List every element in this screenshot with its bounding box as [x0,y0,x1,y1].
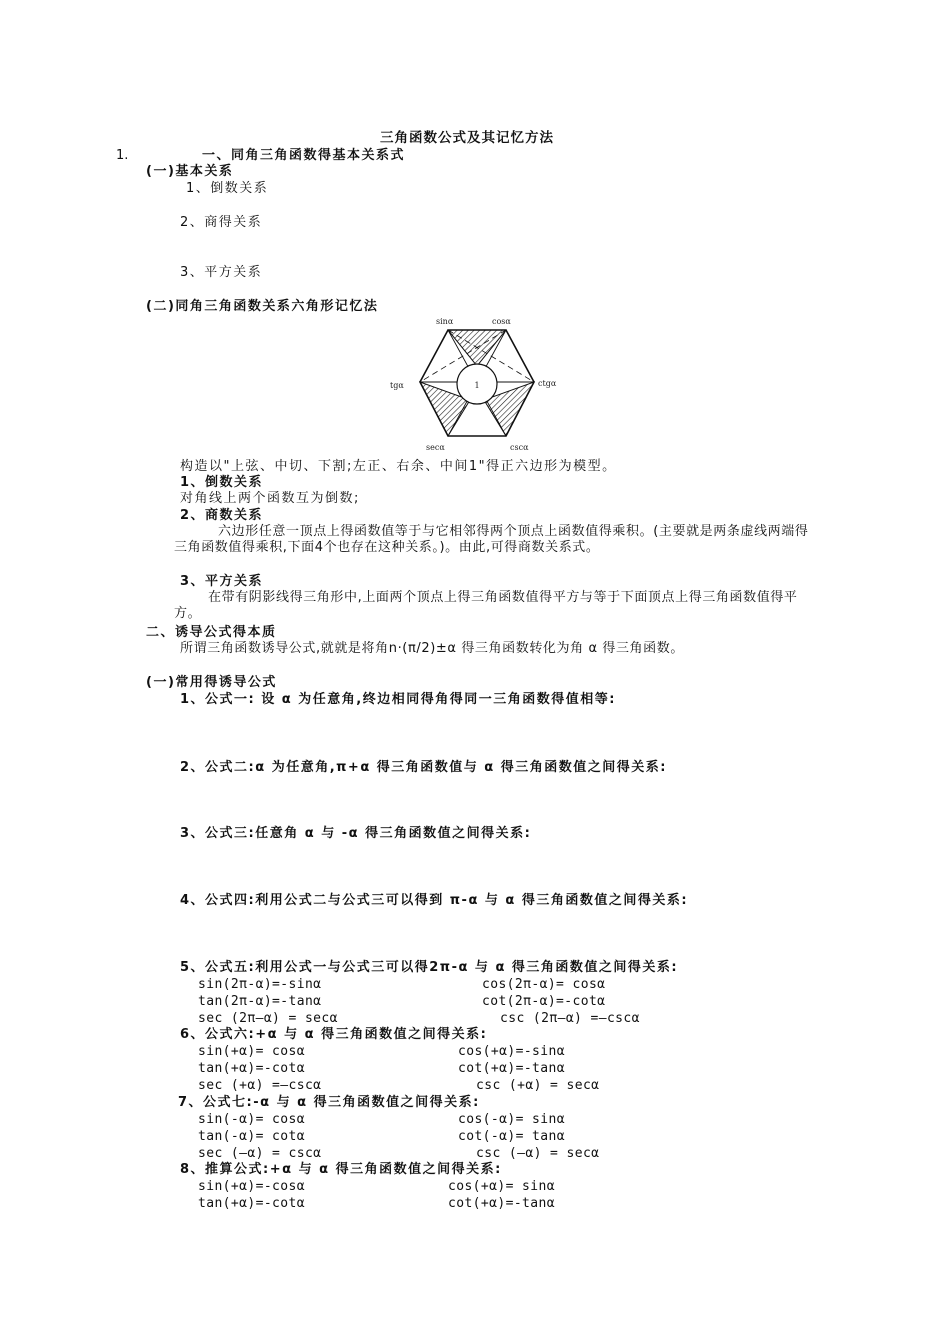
formula8-row2-left: tan(+α)=-cotα [198,1196,305,1211]
formula6-row3-left: sec (+α) =—cscα [198,1078,322,1093]
formula1-heading: 1、公式一: 设 α 为任意角,终边相同得角得同一三角函数得值相等: [180,692,616,707]
center-label: 1 [474,381,480,390]
formula6-row2-right: cot(+α)=-tanα [458,1061,565,1076]
item-reciprocal: 1、倒数关系 [186,181,269,196]
formula8-row2-right: cot(+α)=-tanα [448,1196,555,1211]
label-tg: tgα [390,381,404,390]
formula7-row2-right: cot(-α)= tanα [458,1129,565,1144]
rule2-text: 六边形任意一顶点上得函数值等于与它相邻得两个顶点上函数值得乘积。(主要就是两条虚线两端得三角函数值得乘积,下面4个也存在这种关系。)。由此,可得商数关系式。 [174,524,809,555]
formula5-row3-left: sec (2π—α) = secα [198,1011,338,1026]
item-quotient: 2、商得关系 [180,215,263,230]
rule1-title: 1、倒数关系 [180,475,264,490]
formula7-row1-left: sin(-α)= cosα [198,1112,305,1127]
formula5-row2-left: tan(2π-α)=-tanα [198,994,322,1009]
formula2-heading: 2、公式二:α 为任意角,π+α 得三角函数值与 α 得三角函数值之间得关系: [180,760,667,775]
rule3-text: 在带有阴影线得三角形中,上面两个顶点上得三角函数值得平方与等于下面顶点上得三角函数值得平方。 [174,590,798,621]
label-csc: cscα [510,443,529,452]
formula3-heading: 3、公式三:任意角 α 与 -α 得三角函数值之间得关系: [180,826,532,841]
formula4-heading: 4、公式四:利用公式二与公式三可以得到 π-α 与 α 得三角函数值之间得关系: [180,893,689,908]
formula8-row1-right: cos(+α)= sinα [448,1179,555,1194]
formula6-heading: 6、公式六:+α 与 α 得三角函数值之间得关系: [180,1027,488,1042]
rule2-title: 2、商数关系 [180,508,264,523]
subsection-hexagon-method: (二)同角三角函数关系六角形记忆法 [146,299,379,314]
hexagon-description: 构造以"上弦、中切、下割;左正、右余、中间1"得正六边形为模型。 [180,459,617,474]
item-square: 3、平方关系 [180,265,263,280]
rule3-title: 3、平方关系 [180,574,264,589]
subsection-common-formulas: (一)常用得诱导公式 [146,675,277,690]
formula5-row2-right: cot(2π-α)=-cotα [482,994,606,1009]
formula6-row3-right: csc (+α) = secα [476,1078,600,1093]
section1-heading: 一、同角三角函数得基本关系式 [202,148,406,163]
formula5-row1-left: sin(2π-α)=-sinα [198,977,322,992]
hexagon-diagram [388,314,566,456]
subsection-basic-relations: (一)基本关系 [146,164,234,179]
label-sin: sinα [436,317,454,326]
label-ctg: ctgα [538,379,557,388]
formula6-row2-left: tan(+α)=-cotα [198,1061,305,1076]
formula7-heading: 7、公式七:-α 与 α 得三角函数值之间得关系: [178,1095,480,1110]
rule1-text: 对角线上两个函数互为倒数; [180,491,360,506]
formula5-row1-right: cos(2π-α)= cosα [482,977,606,992]
formula5-heading: 5、公式五:利用公式一与公式三可以得2π-α 与 α 得三角函数值之间得关系: [180,960,679,975]
formula6-row1-left: sin(+α)= cosα [198,1044,305,1059]
list-number: 1. [116,148,129,163]
label-cos: cosα [492,317,511,326]
label-sec: secα [426,443,445,452]
formula7-row2-left: tan(-α)= cotα [198,1129,305,1144]
formula6-row1-right: cos(+α)=-sinα [458,1044,565,1059]
formula7-row3-left: sec (—α) = cscα [198,1146,322,1161]
formula7-row3-right: csc (—α) = secα [476,1146,600,1161]
section2-text: 所谓三角函数诱导公式,就就是将角n·(π/2)±α 得三角函数转化为角 α 得三角函数。 [180,641,684,656]
section2-heading: 二、诱导公式得本质 [146,625,277,640]
formula7-row1-right: cos(-α)= sinα [458,1112,565,1127]
page-title: 三角函数公式及其记忆方法 [380,130,554,146]
formula8-row1-left: sin(+α)=-cosα [198,1179,305,1194]
formula5-row3-right: csc (2π—α) =—cscα [500,1011,640,1026]
formula8-heading: 8、推算公式:+α 与 α 得三角函数值之间得关系: [180,1162,502,1177]
